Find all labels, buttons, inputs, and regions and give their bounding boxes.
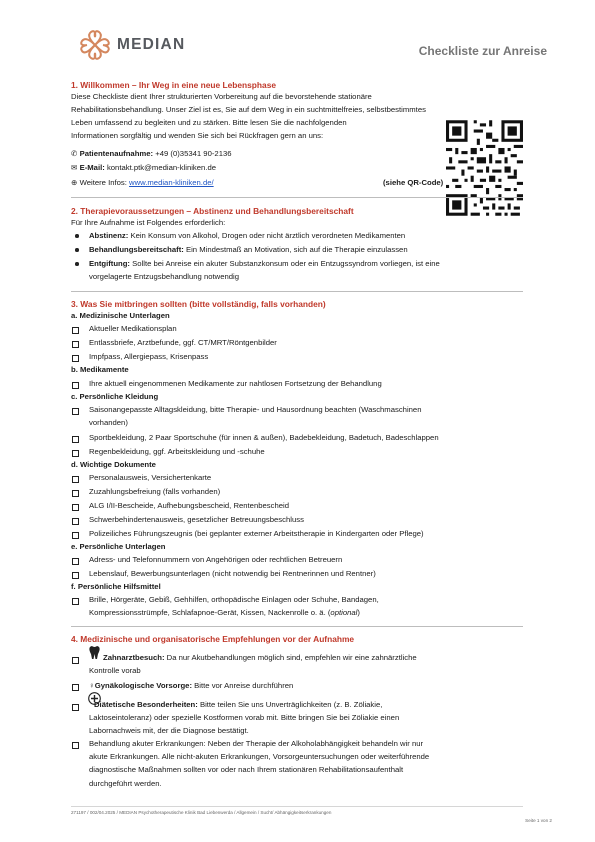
f-item-close: ) [357,608,360,617]
s2-item-bereitschaft [89,244,408,257]
section-divider [71,197,523,198]
median-logo-icon [78,28,112,62]
checklist-item: Impfpass, Allergiepass, Krisenpass [89,352,209,361]
s3-d-title: d. Wichtige Dokumente [71,460,156,469]
female-symbol-icon: ♀ [89,681,95,690]
f-item-text: Kompressionsstrümpfe, Schlafapnoe-Gerät, Kissen, Nackenrolle o. ä. ( [89,608,331,617]
s3-f-title: f. Persönliche Hilfsmittel [71,582,161,591]
page-number: Seite 1 von 2 [525,818,552,823]
checkbox[interactable] [72,572,79,579]
diet-cont-1: Laktoseintoleranz) oder spezielle Kostformen vorab mit. Bitte bringen Sie bei Zöliakie einen [89,713,400,722]
checklist-item: Adress- und Telefonnummern von Angehörigen oder rechtlichen Betreuern [89,555,343,564]
s1-line-4: Informationen sorgfältig und wenden Sie sich bei Rückfragen gern an uns: [71,131,324,140]
globe-icon: ⊕ [71,178,78,187]
diet-row [94,699,382,712]
acute-line-1: Behandlung akuter Erkrankungen: Neben der Therapie der Alkoholabhängigkeit behandeln wir nur [89,739,424,748]
s2-intro: Für Ihre Aufnahme ist Folgendes erforderlich: [71,218,226,227]
dental-cont: Kontrolle vorab [89,666,141,675]
checkbox[interactable] [72,341,79,348]
s2-item-label: Behandlungsbereitschaft: [89,245,184,254]
section-divider [71,626,523,627]
s2-item-label: Entgiftung: [89,259,130,268]
logo-text: MEDIAN [117,36,186,53]
acute-line-3: diagnostische Maßnahmen sollten vor oder nach Ihrem stationären Rehabilitationsaufenthalt [89,765,404,774]
checklist-item: Regenbekleidung, ggf. Arbeitskleidung und -schuhe [89,447,265,456]
checklist-item: Aktueller Medikationsplan [89,324,177,333]
checkbox[interactable] [72,355,79,362]
phone-label: Patientenaufnahme: [79,149,154,158]
checklist-item: Sportbekleidung, 2 Paar Sportschuhe (für innen & außen), Badebekleidung, Badetuch, Badeschlappen [89,433,439,442]
checklist-item-cont [89,607,360,620]
s1-line-3: Leben umfassend zu begleiten und zu stärken. Bitte lesen Sie die nachfolgenden [71,118,347,127]
checklist-item: Polizeiliches Führungszeugnis (bei geplanter externer Arbeitstherapie in Kindergarten oder Pflege) [89,529,424,538]
checkbox[interactable] [72,504,79,511]
document-title: Checkliste zur Anreise [418,44,547,58]
median-logo [78,28,185,62]
checkbox[interactable] [72,558,79,565]
section-4-heading: 4. Medizinische und organisatorische Empfehlungen vor der Aufnahme [71,634,355,644]
checkbox[interactable] [72,598,79,605]
s2-item-entgiftung [89,258,440,271]
acute-line-4: durchgeführt werden. [89,779,162,788]
bullet [75,262,79,266]
s2-item-abstinenz [89,230,405,243]
checklist-item: Lebenslauf, Bewerbungsunterlagen (nicht notwendig bei Rentnerinnen und Rentner) [89,569,376,578]
checkbox[interactable] [72,450,79,457]
gyn-text: Bitte vor Anreise durchführen [194,681,294,690]
checklist-item: ALG I/II-Bescheide, Aufhebungsbescheid, Rentenbescheid [89,501,290,510]
checkbox[interactable] [72,327,79,334]
checkbox[interactable] [72,532,79,539]
section-2-heading: 2. Therapievoraussetzungen – Abstinenz und Behandlungsbereitschaft [71,206,354,216]
dental-row [103,652,417,665]
checkbox[interactable] [72,408,79,415]
phone-row [71,148,232,161]
email-value: kontakt.ptk@median-kliniken.de [106,163,217,172]
gyn-label: Gynäkologische Vorsorge: [94,681,193,690]
gyn-row [89,680,293,693]
qr-code[interactable] [446,120,523,216]
checkbox[interactable] [72,704,79,711]
footer-divider [71,806,523,807]
checkbox[interactable] [72,436,79,443]
diet-cont-2: Labornachweis mit, der die Diagnose bestätigt. [89,726,249,735]
checklist-item: Saisonangepasste Alltagskleidung, bitte Therapie- und Hausordnung beachten (Waschmaschinen [89,405,422,414]
checkbox[interactable] [72,382,79,389]
bullet [75,248,79,252]
qr-note: (siehe QR-Code) [383,178,444,187]
web-row [71,177,214,190]
checkbox[interactable] [72,490,79,497]
s3-c-title: c. Persönliche Kleidung [71,392,159,401]
checklist-item-cont: vorhanden) [89,418,128,427]
website-link[interactable]: www.median-kliniken.de/ [129,178,214,187]
s3-e-title: e. Persönliche Unterlagen [71,542,166,551]
s2-item-text: Sollte bei Anreise ein akuter Substanzkonsum oder ein Entzugssyndrom vorliegen, ist eine [132,259,440,268]
s1-line-1: Diese Checkliste dient Ihrer strukturierten Vorbereitung auf die bevorstehende stationäre [71,92,372,101]
s2-item-label: Abstinenz: [89,231,129,240]
checklist-item: Brille, Hörgeräte, Gebiß, Gehhilfen, orthopädische Einlagen oder Schuhe, Bandagen, [89,595,379,604]
acute-line-2: akute Erkrankungen. Alle nicht-akuten Erkrankungen, Vorsorgeuntersuchungen oder weiterführende [89,752,430,761]
optional-note: optional [330,608,358,617]
checklist-item: Entlassbriefe, Arztbefunde, ggf. CT/MRT/Röntgenbilder [89,338,277,347]
s3-a-title: a. Medizinische Unterlagen [71,311,170,320]
section-3-heading: 3. Was Sie mitbringen sollten (bitte vollständig, falls vorhanden) [71,299,326,309]
bullet [75,234,79,238]
checklist-item: Personalausweis, Versichertenkarte [89,473,212,482]
diet-label: Diätetische Besonderheiten: [94,700,198,709]
section-1-heading: 1. Willkommen – Ihr Weg in eine neue Lebensphase [71,80,277,90]
footer-text: 271197 / 002/04.2025 / MEDIAN Psychotherapeutische Klinik Bad Liebenwerda / Allgemein / Sucht/ Abhängigkeitserkrankungen [71,810,332,815]
dental-label: Zahnarztbesuch: [103,653,165,662]
s1-line-2: Rehabilitationsbehandlung. Unser Ziel ist es, Sie auf dem Weg in ein suchtmittelfreies, selbstbestimmtes [71,105,426,114]
diet-text: Bitte teilen Sie uns Unverträglichkeiten (z. B. Zöliakie, [199,700,383,709]
checklist-item: Schwerbehindertenausweis, gesetzlicher Betreuungsbeschluss [89,515,304,524]
email-icon: ✉ [71,163,78,172]
dental-text: Da nur Akutbehandlungen möglich sind, empfehlen wir eine zahnärztliche [166,653,417,662]
s2-item-text: Kein Konsum von Alkohol, Drogen oder nicht ärztlich verordneten Medikamenten [130,231,406,240]
checkbox[interactable] [72,518,79,525]
checkbox[interactable] [72,742,79,749]
web-label: Weitere Infos: [79,178,127,187]
phone-icon: ✆ [71,149,78,158]
email-label: E-Mail: [79,163,105,172]
checkbox[interactable] [72,684,79,691]
checklist-item: Ihre aktuell eingenommenen Medikamente zur nahtlosen Fortsetzung der Behandlung [89,379,382,388]
checklist-item: Zuzahlungsbefreiung (falls vorhanden) [89,487,221,496]
checkbox[interactable] [72,657,79,664]
checkbox[interactable] [72,476,79,483]
s2-item-text: Ein Mindestmaß an Motivation, sich auf die Therapie einzulassen [185,245,408,254]
phone-value: +49 (0)35341 90-2136 [155,149,232,158]
email-row [71,162,216,175]
section-divider [71,291,523,292]
s2-item-cont: vorgelagerte Entzugsbehandlung notwendig [89,272,240,281]
tooth-icon [88,645,101,660]
s3-b-title: b. Medikamente [71,365,129,374]
